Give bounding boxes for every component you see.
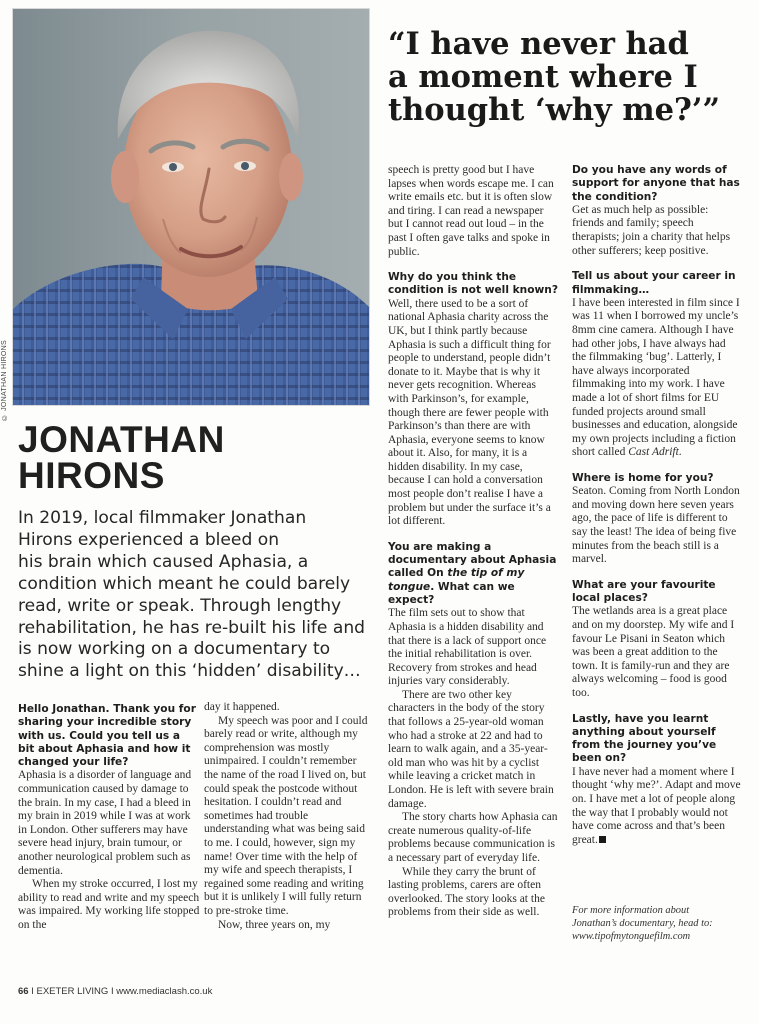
more-info-line: Jonathan’s documentary, head to: bbox=[572, 918, 713, 929]
answer-paragraph: The film sets out to show that Aphasia is a hidden disability and that there is a lack of support once the initial rehabilitation is over. Recovery from strokes and head injuries vary considerably. bbox=[388, 607, 547, 688]
question-text: You are making a documentary about Aphasia called On bbox=[388, 540, 557, 580]
article-title bbox=[18, 419, 368, 496]
answer-paragraph: While they carry the brunt of lasting problems, carers are often overlooked. The story looks at the problems from their side as well. bbox=[388, 865, 545, 919]
answer-paragraph bbox=[572, 297, 742, 460]
answer-text: . bbox=[678, 446, 682, 459]
text-column-3 bbox=[388, 164, 558, 920]
intro-line: rehabilitation, he has re-built his life and bbox=[18, 617, 365, 638]
answer-paragraph: Well, there used to be a sort of national Aphasia charity across the UK, but I think partly because Aphasia is such a difficult thing for people to understand, people didn’t donate to it. Maybe that is why it never gets recognition. Whereas with Parkinson’s, for example, though there are fewer people with Parkinson’s than there are with Aphasia, everyone seems to know about it. Also, for many, it is a hidden disability. In my case, because I can hold a conversation most people don’t realise I have a problem but under the surface it’s a lot different. bbox=[388, 297, 551, 528]
interview-question: What are your favourite local places? bbox=[572, 578, 716, 605]
answer-paragraph: Now, three years on, my bbox=[218, 918, 331, 931]
answer-paragraph: When my stroke occurred, I lost my ability to read and write and my speech was impaired. My working life stopped on the bbox=[18, 878, 200, 932]
title-line: JONATHAN bbox=[18, 419, 225, 460]
interview-question: Why do you think the condition is not well known? bbox=[388, 271, 558, 297]
question-text: . What can we expect? bbox=[388, 580, 515, 607]
magazine-name: EXETER LIVING bbox=[36, 986, 109, 997]
answer-paragraph: day it happened. bbox=[204, 701, 280, 713]
documentary-title: the tip of my tongue bbox=[388, 567, 525, 593]
interview-question: Hello Jonathan. Thank you for sharing your incredible story with us. Could you tell us a bit about Aphasia and how it changed your life? bbox=[18, 703, 196, 769]
answer-paragraph: Aphasia is a disorder of language and communication caused by damage to the brain. In my case, I had a bleed in my brain in 2019 while I was at work in London. Other sufferers may have severe head injury, brain tumour, or another neurological problem such as dementia. bbox=[18, 769, 192, 877]
intro-line: condition which meant he could barely bbox=[18, 573, 351, 594]
answer-paragraph: Get as much help as possible: friends and family; speech therapists; join a charity that helps other sufferers; keep positive. bbox=[572, 203, 731, 257]
answer-paragraph bbox=[572, 766, 742, 848]
text-column-1 bbox=[18, 703, 200, 933]
intro-line: Hirons experienced a bleed on bbox=[18, 529, 280, 550]
pull-quote-line: thought ‘why me?’” bbox=[388, 92, 721, 128]
pull-quote bbox=[388, 28, 748, 127]
page-number: 66 bbox=[18, 986, 29, 997]
intro-line: his brain which caused Aphasia, a bbox=[18, 551, 309, 572]
more-info-box bbox=[572, 904, 742, 943]
interview-question: Tell us about your career in filmmaking… bbox=[572, 270, 736, 296]
end-mark-icon bbox=[599, 836, 606, 843]
publisher-website-link[interactable]: www.mediaclash.co.uk bbox=[116, 986, 213, 997]
interview-question: Do you have any words of support for anyone that has the condition? bbox=[572, 164, 740, 203]
answer-paragraph: My speech was poor and I could barely read or write, although my comprehension was mostly unimpaired. I couldn’t remember the name of the road I lived on, but could speak the postcode without hesitation. I couldn’t read and sometimes had trouble understanding what was being said to me. I could, however, sign my name! Over time with the help of my wife and speech therapists, I regained some reading and writing but it is unlikely I will fully return to pre-stroke time. bbox=[204, 714, 368, 917]
photo-credit: © JONATHAN HIRONS bbox=[1, 340, 8, 421]
answer-paragraph: The story charts how Aphasia can create numerous quality-of-life problems because communication is a necessary part of everyday life. bbox=[388, 811, 558, 865]
answer-paragraph: There are two other key characters in the body of the story that follows a 25-year-old woman who had a stroke at 22 and had to learn to walk again, and a 35-year-old man who was hit by a cyclist while leaving a cricket match in London. He is left with severe brain damage. bbox=[388, 688, 554, 810]
answer-paragraph: Seaton. Coming from North London and moving down here seven years ago, the pace of life is different to say the least! The idea of being five minutes from the beach still is a marvel. bbox=[572, 485, 740, 566]
interview-question: Lastly, have you learnt anything about yourself from the journey you’ve been on? bbox=[572, 712, 717, 765]
intro-line: In 2019, local filmmaker Jonathan bbox=[18, 508, 307, 528]
article-intro bbox=[18, 508, 370, 683]
footer-separator: I bbox=[108, 986, 117, 997]
page-footer bbox=[18, 986, 418, 997]
portrait-illustration bbox=[13, 9, 370, 406]
intro-line: read, write or speak. Through lengthy bbox=[18, 595, 342, 616]
answer-text: I have never had a moment where I thought ‘why me?’. Adapt and move on. I have met a lot of people along the way that I probably would not have come across and that’s been great. bbox=[572, 765, 741, 846]
intro-line: is now working on a documentary to bbox=[18, 639, 331, 660]
film-title: Cast Adrift bbox=[628, 446, 679, 459]
pull-quote-line: a moment where I bbox=[388, 59, 698, 95]
intro-line: shine a light on this ‘hidden’ disability… bbox=[18, 661, 361, 682]
answer-text: I have been interested in film since I was 11 when I borrowed my uncle’s 8mm cine camera. Although I have had other jobs, I have always had the filmmaking ‘bug’. Latterly, I have always incorporated filmmaking into my work. I have made a lot of short films for EU funded projects around small businesses and education, alongside my own projects including a fiction short called bbox=[572, 296, 740, 459]
pull-quote-line: “I have never had bbox=[388, 26, 689, 62]
interview-question bbox=[388, 541, 558, 607]
title-line: HIRONS bbox=[18, 455, 165, 496]
answer-paragraph: speech is pretty good but I have lapses when words escape me. I can write emails etc. but it is often slow and tiring. I can read a newspaper but I cannot read out loud – in the past I often gave talks and spoke in public. bbox=[388, 164, 554, 258]
documentary-website-link[interactable]: www.tipofmytonguefilm.com bbox=[572, 931, 691, 942]
interview-question: Where is home for you? bbox=[572, 471, 714, 484]
more-info-line: For more information about bbox=[572, 905, 690, 916]
text-column-2 bbox=[204, 701, 372, 932]
portrait-photo bbox=[12, 8, 370, 406]
text-column-4 bbox=[572, 164, 742, 847]
answer-paragraph: The wetlands area is a great place and on my doorstep. My wife and I favour Le Pisani in Seaton which was been a great addition to the town. It is family-run and they are always welcoming – food is good too. bbox=[572, 605, 735, 699]
footer-separator: I bbox=[28, 986, 37, 997]
